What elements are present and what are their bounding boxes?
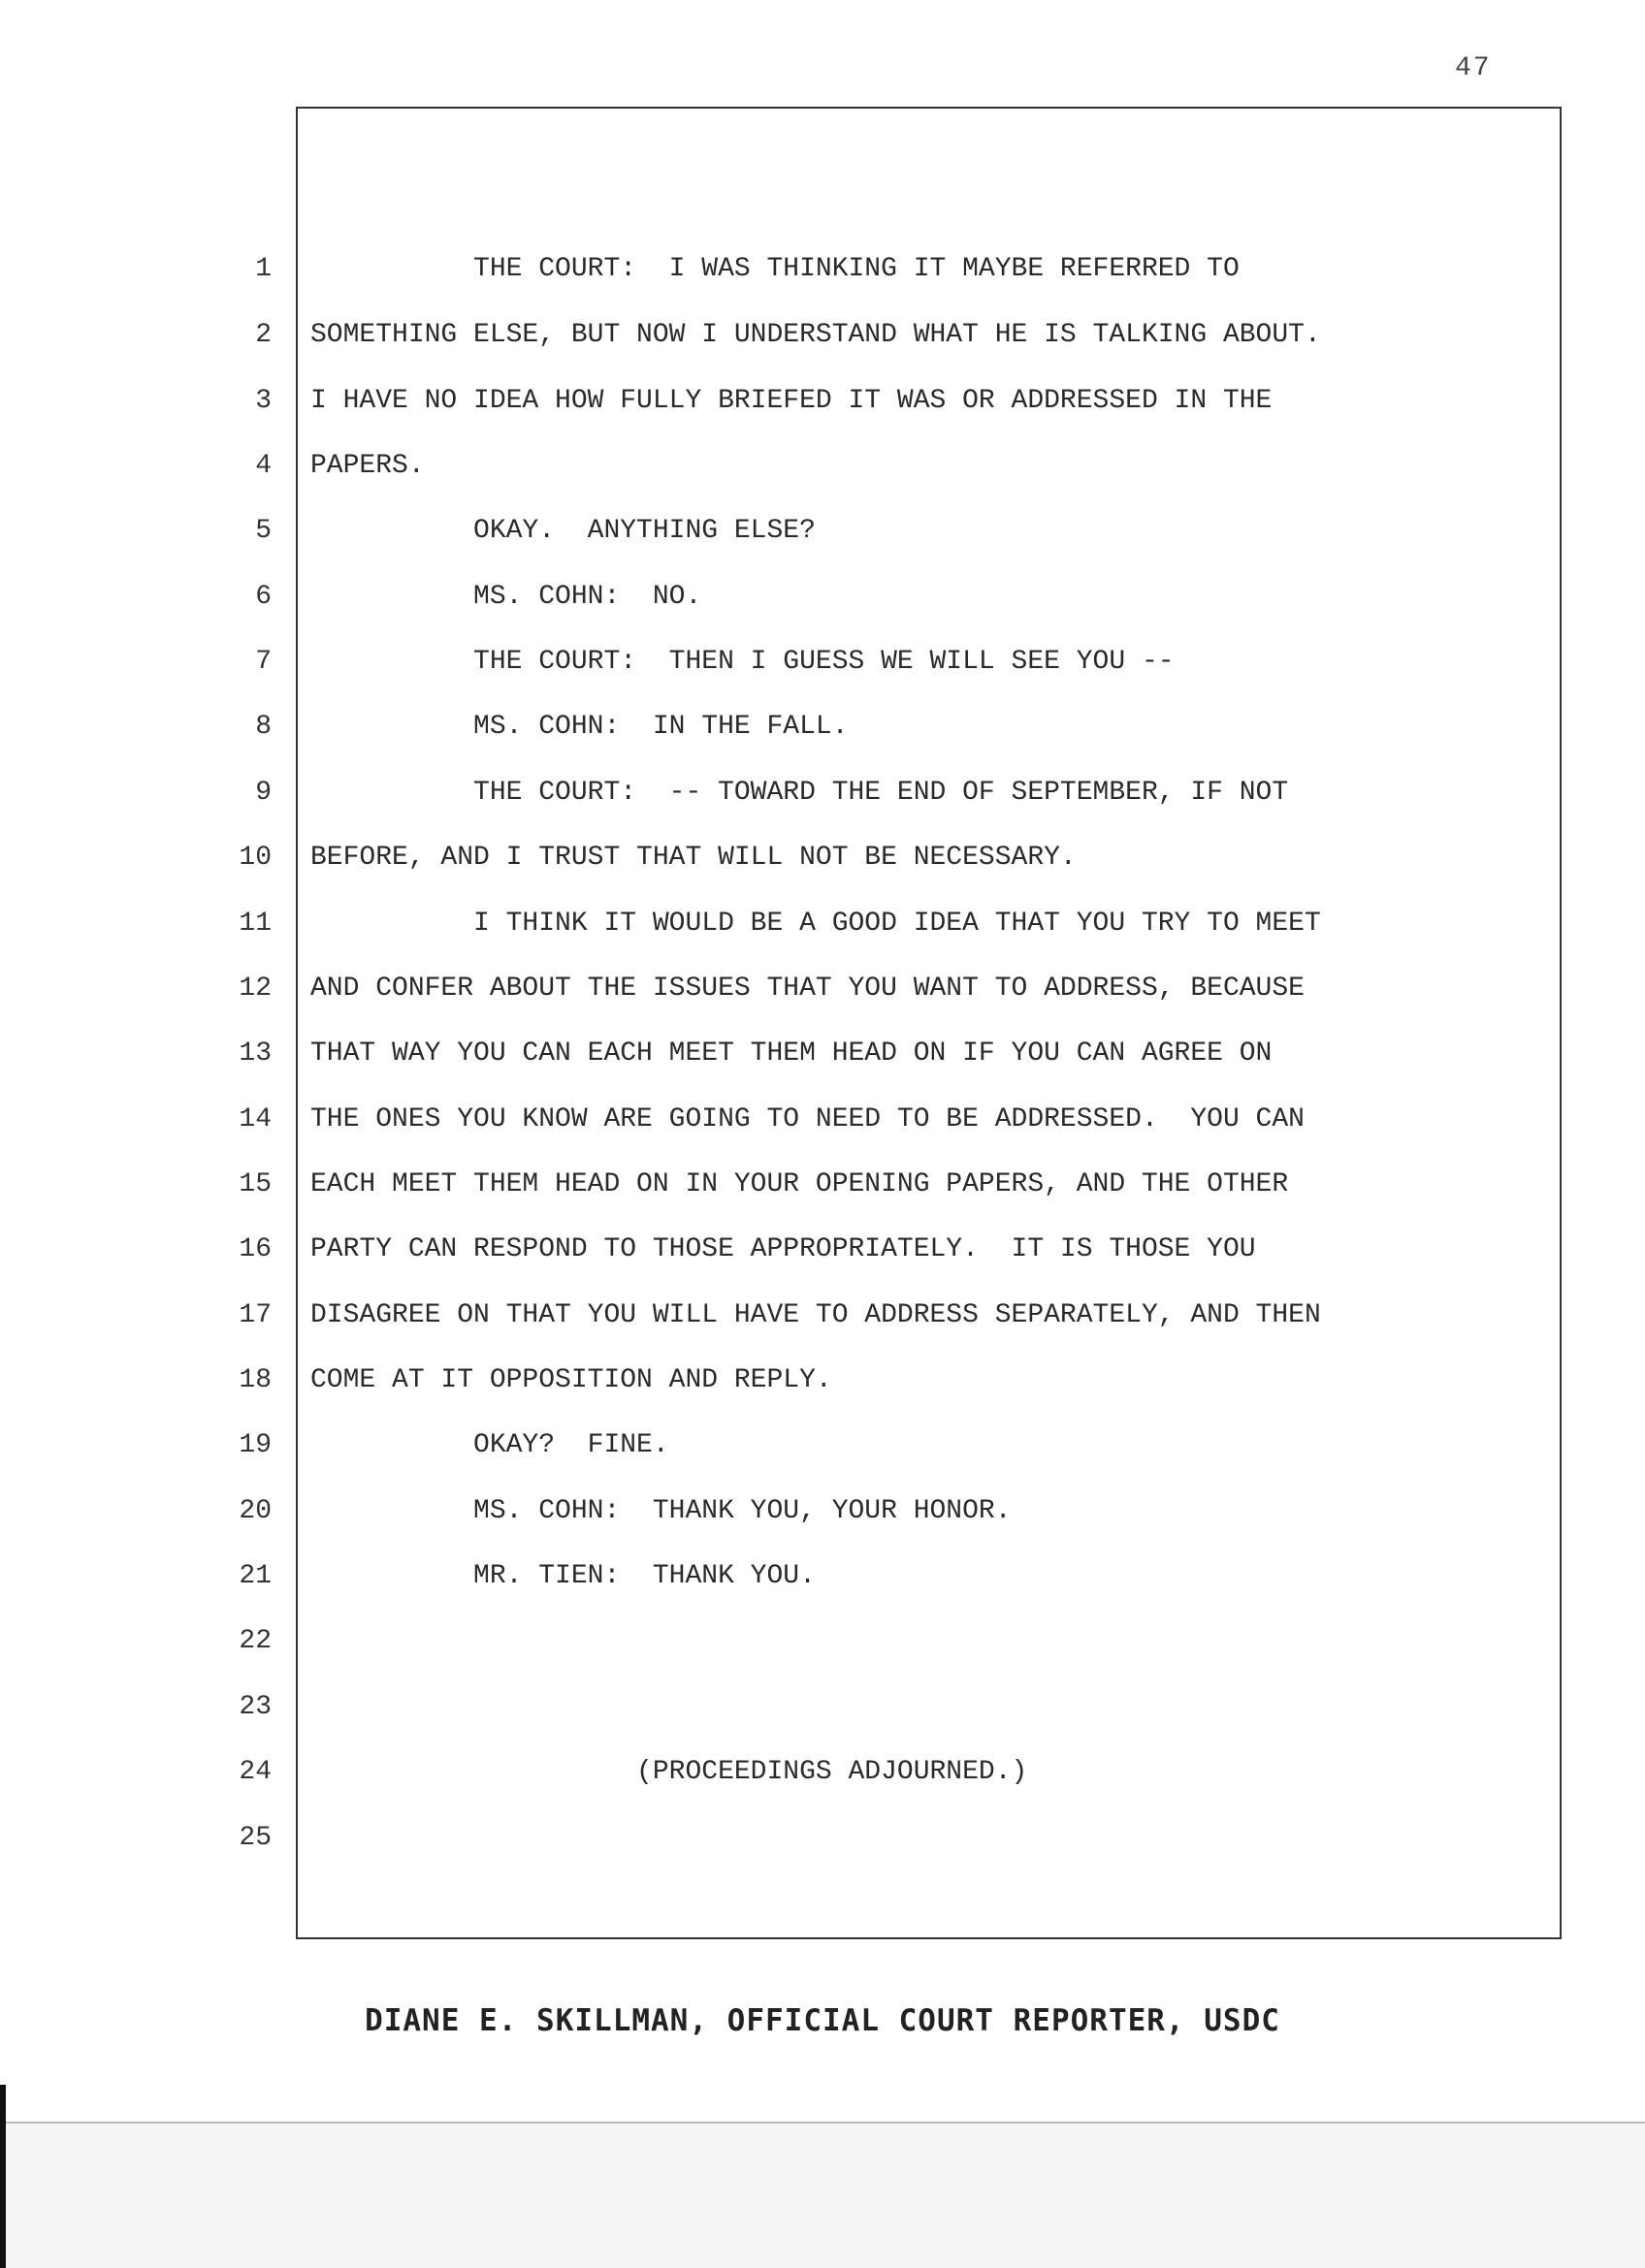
- transcript-line: MS. COHN: IN THE FALL.: [310, 712, 849, 742]
- line-number: 6: [255, 582, 272, 612]
- transcript-line: PAPERS.: [310, 451, 425, 481]
- transcript-line: THE ONES YOU KNOW ARE GOING TO NEED TO BE ADDRESSED. YOU CAN: [310, 1104, 1305, 1134]
- line-number: 3: [255, 386, 272, 416]
- transcript-line: MR. TIEN: THANK YOU.: [310, 1561, 816, 1591]
- line-number: 8: [255, 712, 272, 742]
- transcript-line: AND CONFER ABOUT THE ISSUES THAT YOU WANT TO ADDRESS, BECAUSE: [310, 974, 1305, 1004]
- transcript-line: THE COURT: -- TOWARD THE END OF SEPTEMBER, IF NOT: [310, 778, 1289, 808]
- line-number: 11: [239, 909, 272, 939]
- transcript-line: MS. COHN: THANK YOU, YOUR HONOR.: [310, 1496, 1012, 1526]
- transcript-line: THAT WAY YOU CAN EACH MEET THEM HEAD ON IF YOU CAN AGREE ON: [310, 1038, 1273, 1069]
- transcript-line: PARTY CAN RESPOND TO THOSE APPROPRIATELY. IT IS THOSE YOU: [310, 1234, 1256, 1264]
- line-number: 1: [255, 254, 272, 284]
- line-number: 13: [239, 1038, 272, 1069]
- line-number: 16: [239, 1234, 272, 1264]
- transcript-line: I HAVE NO IDEA HOW FULLY BRIEFED IT WAS OR ADDRESSED IN THE: [310, 386, 1273, 416]
- transcript-line: THE COURT: THEN I GUESS WE WILL SEE YOU --: [310, 647, 1175, 677]
- line-number: 20: [239, 1496, 272, 1526]
- line-number: 17: [239, 1300, 272, 1330]
- line-number: 5: [255, 516, 272, 546]
- line-number: 25: [239, 1823, 272, 1853]
- line-number: 7: [255, 647, 272, 677]
- line-number: 15: [239, 1169, 272, 1199]
- transcript-line: I THINK IT WOULD BE A GOOD IDEA THAT YOU TRY TO MEET: [310, 909, 1321, 939]
- transcript-line: THE COURT: I WAS THINKING IT MAYBE REFERRED TO: [310, 254, 1240, 284]
- transcript-line: BEFORE, AND I TRUST THAT WILL NOT BE NECESSARY.: [310, 843, 1077, 873]
- line-number: 9: [255, 778, 272, 808]
- transcript-line: OKAY? FINE.: [310, 1430, 669, 1460]
- line-number: 14: [239, 1104, 272, 1134]
- line-number: 18: [239, 1365, 272, 1395]
- transcript-line: DISAGREE ON THAT YOU WILL HAVE TO ADDRESS SEPARATELY, AND THEN: [310, 1300, 1321, 1330]
- transcript-line: MS. COHN: NO.: [310, 582, 702, 612]
- transcript-line: COME AT IT OPPOSITION AND REPLY.: [310, 1365, 832, 1395]
- line-number: 19: [239, 1430, 272, 1460]
- court-reporter-footer: DIANE E. SKILLMAN, OFFICIAL COURT REPORTER, USDC: [365, 2003, 1280, 2038]
- line-number: 2: [255, 320, 272, 350]
- line-number: 12: [239, 974, 272, 1004]
- scan-background: [0, 2124, 1645, 2268]
- line-number: 21: [239, 1561, 272, 1591]
- transcript-line: (PROCEEDINGS ADJOURNED.): [310, 1757, 1028, 1787]
- line-number: 4: [255, 451, 272, 481]
- transcript-line: OKAY. ANYTHING ELSE?: [310, 516, 816, 546]
- page-number: 47: [1455, 53, 1492, 83]
- line-number: 22: [239, 1626, 272, 1656]
- transcript-frame: [296, 107, 1562, 1939]
- transcript-line: EACH MEET THEM HEAD ON IN YOUR OPENING PAPERS, AND THE OTHER: [310, 1169, 1289, 1199]
- transcript-line: SOMETHING ELSE, BUT NOW I UNDERSTAND WHAT HE IS TALKING ABOUT.: [310, 320, 1321, 350]
- line-number: 23: [239, 1692, 272, 1722]
- line-number: 10: [239, 843, 272, 873]
- line-number: 24: [239, 1757, 272, 1787]
- scan-edge-shadow: [0, 2085, 6, 2268]
